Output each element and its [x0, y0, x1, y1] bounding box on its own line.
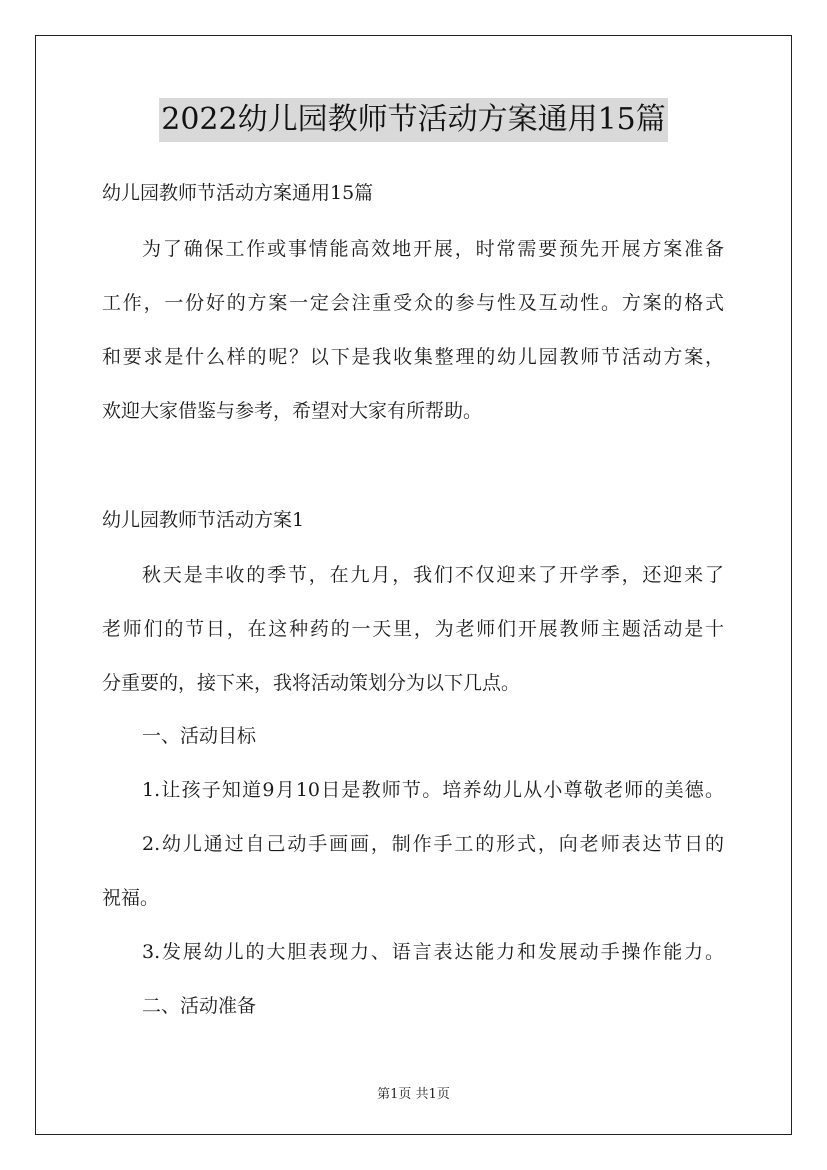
intro-line-2: 工作，一份好的方案一定会注重受众的参与性及互动性。方案的格式 [102, 292, 724, 314]
section-1-title: 幼儿园教师节活动方案1 [102, 509, 305, 531]
page-footer: 第1页 共1页 [377, 1087, 450, 1102]
heading-goals: 一、活动目标 [142, 725, 257, 747]
subtitle: 幼儿园教师节活动方案通用15篇 [102, 182, 374, 204]
goal-2-line-1: 2.幼儿通过自己动手画画，制作手工的形式，向老师表达节日的 [142, 833, 724, 855]
goal-1: 1.让孩子知道9月10日是教师节。培养幼儿从小尊敬老师的美德。 [142, 779, 724, 801]
intro-line-1: 为了确保工作或事情能高效地开展，时常需要预先开展方案准备 [142, 238, 724, 260]
section-1-line-1: 秋天是丰收的季节，在九月，我们不仅迎来了开学季，还迎来了 [142, 564, 724, 586]
title-container [0, 98, 827, 142]
section-1-line-3: 分重要的，接下来，我将活动策划分为以下几点。 [102, 672, 521, 694]
intro-line-3: 和要求是什么样的呢？以下是我收集整理的幼儿园教师节活动方案， [102, 346, 724, 368]
document-title: 2022幼儿园教师节活动方案通用15篇 [159, 98, 668, 142]
section-1-line-2: 老师们的节日，在这种药的一天里，为老师们开展教师主题活动是十 [102, 618, 724, 640]
goal-2-line-2: 祝福。 [102, 887, 160, 909]
intro-line-4: 欢迎大家借鉴与参考，希望对大家有所帮助。 [102, 400, 483, 422]
heading-prep: 二、活动准备 [142, 995, 257, 1017]
goal-3: 3.发展幼儿的大胆表现力、语言表达能力和发展动手操作能力。 [142, 941, 724, 963]
